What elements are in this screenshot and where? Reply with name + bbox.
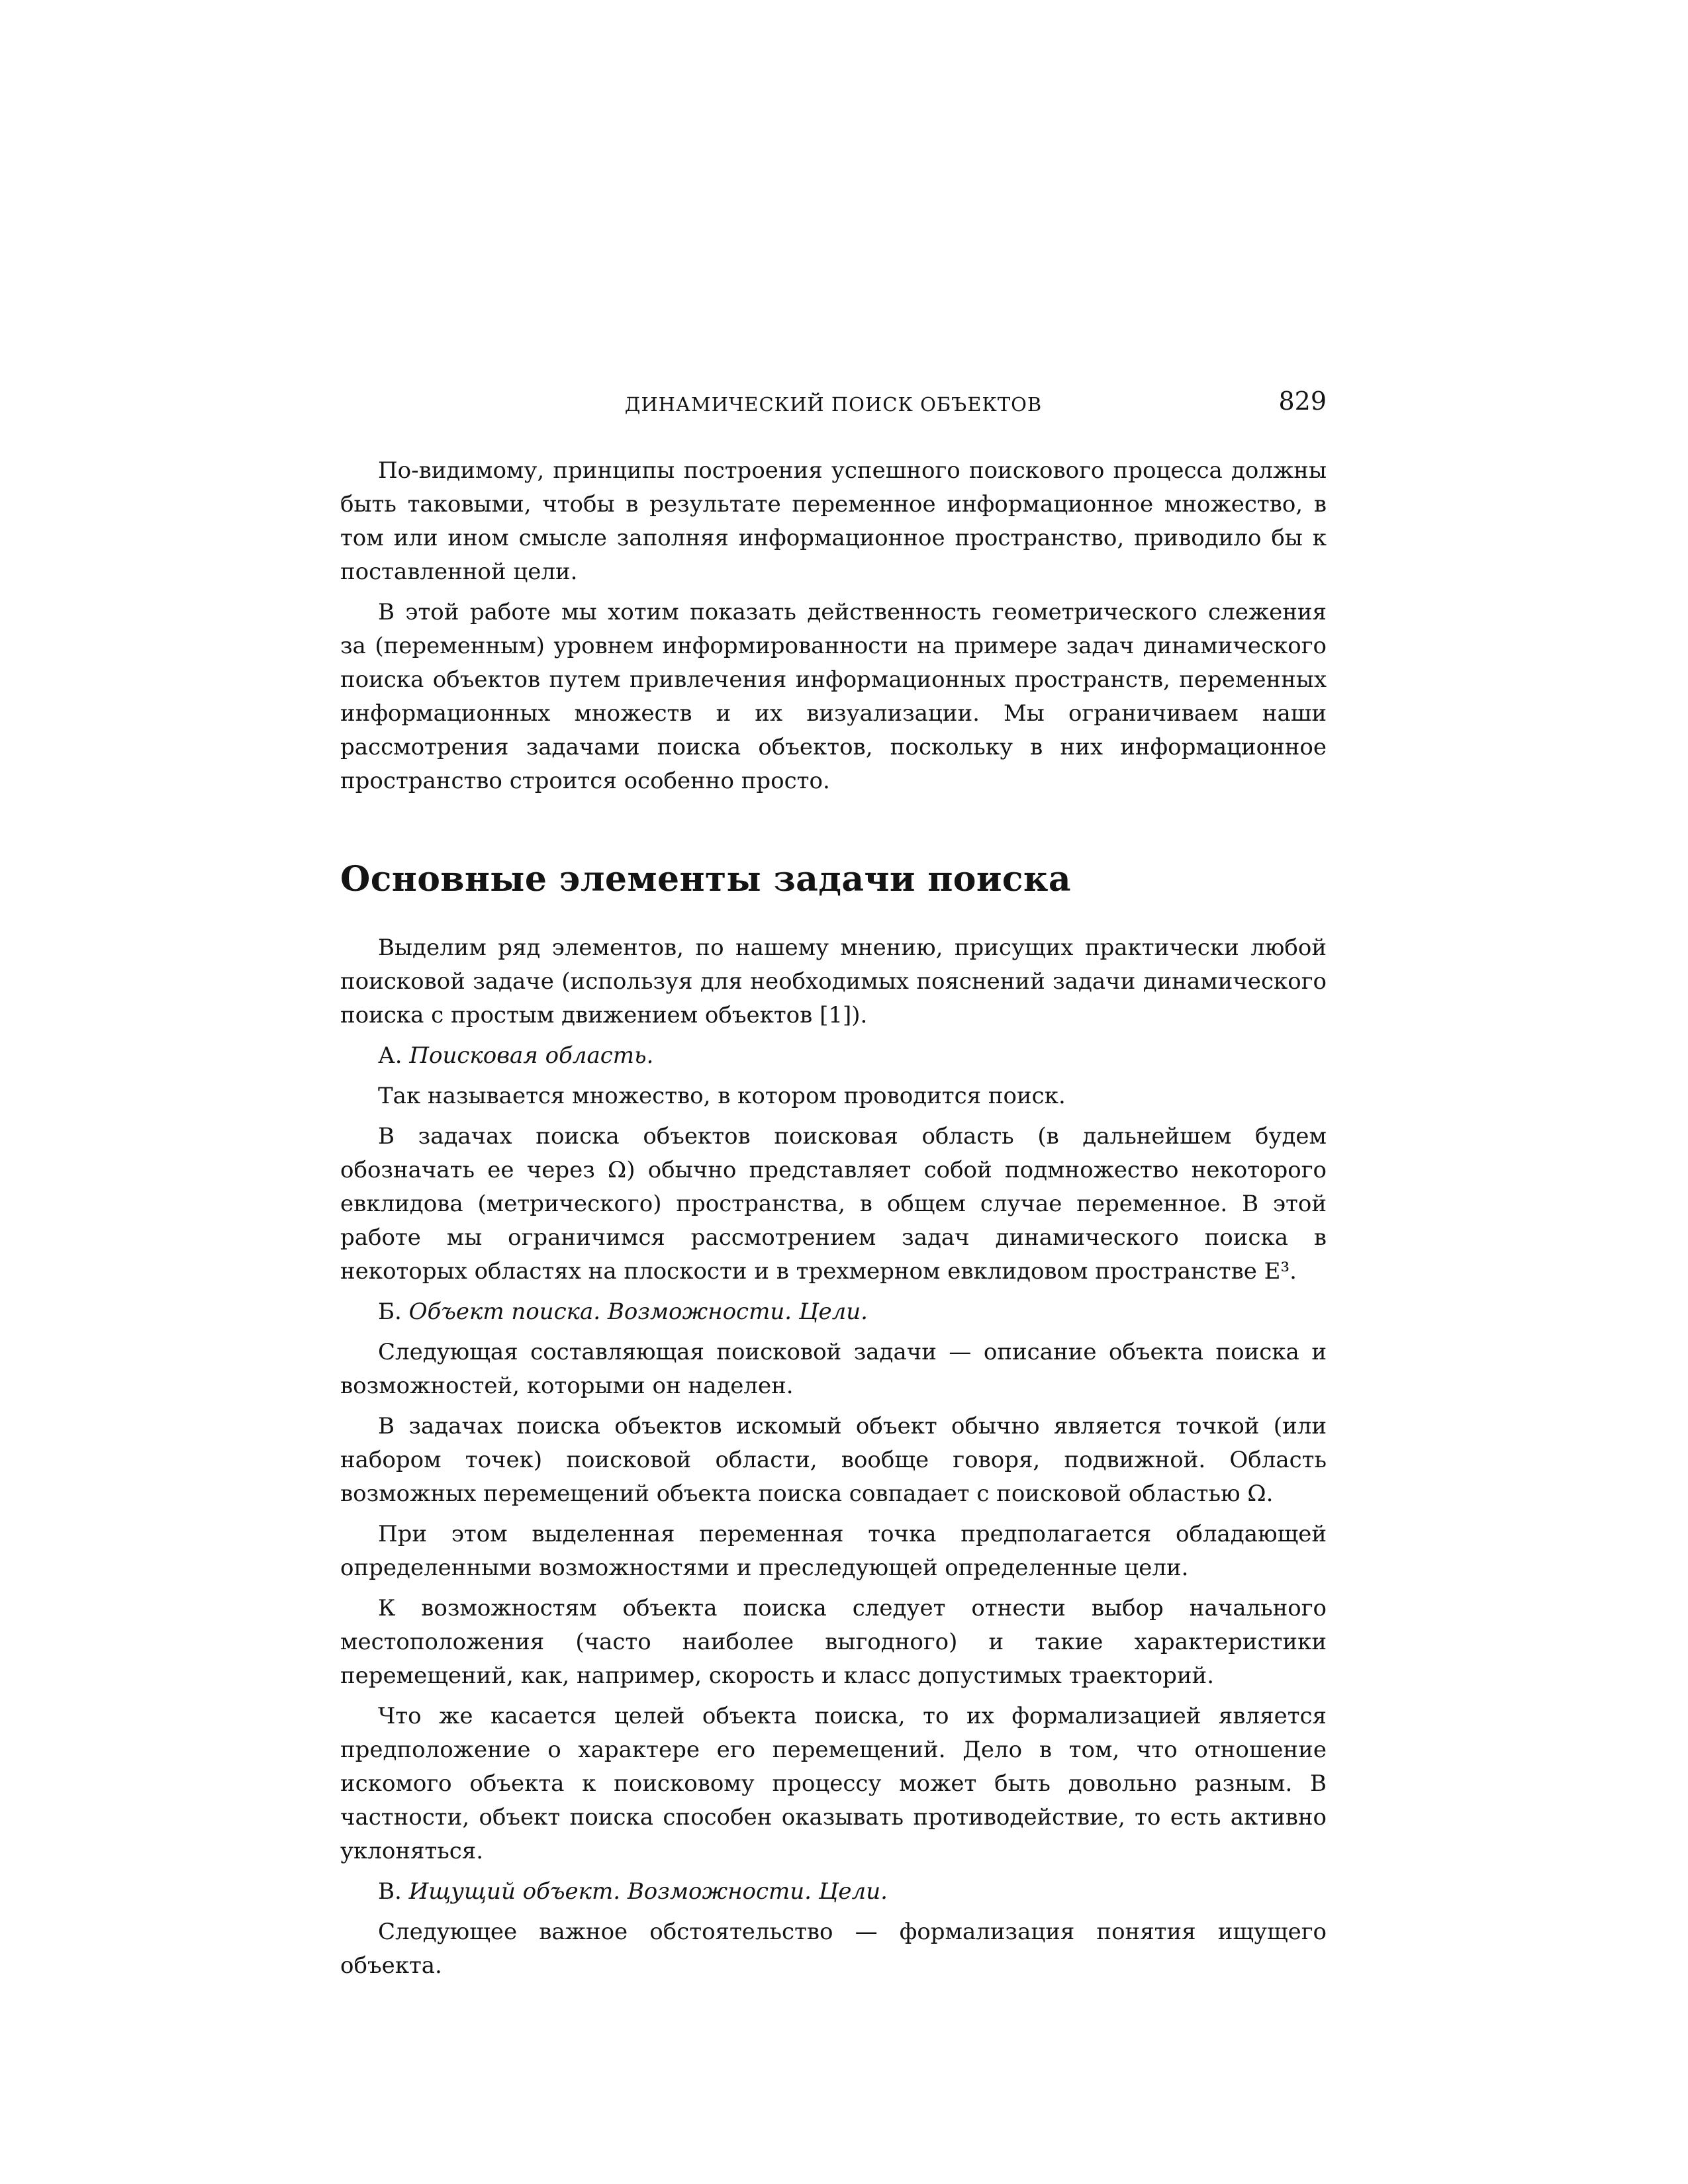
item-b-paragraph-1: Следующая составляющая поисковой задачи — описание объекта поиска и возможностей, которыми он наделен. xyxy=(340,1339,1327,1399)
item-b-paragraph-3: При этом выделенная переменная точка предполагается обладающей определенными возможностями и преследующей определенные цели. xyxy=(340,1521,1327,1581)
item-c-paragraph-1: Следующее важное обстоятельство — формализация понятия ищущего объекта. xyxy=(340,1919,1327,1979)
item-c-title: Ищущий объект. Возможности. Цели. xyxy=(408,1878,888,1905)
intro-paragraph-1: По-видимому, принципы построения успешного поискового процесса должны быть таковыми, чтобы в результате переменное информационное множество, в том или ином смысле заполняя информационное пространство, приводило бы к поставленной цели. xyxy=(340,457,1327,585)
item-b-paragraph-2: В задачах поиска объектов искомый объект обычно является точкой (или набором точек) поисковой области, вообще говоря, подвижной. Область возможных перемещений объекта поиска совпадает с поисковой областью Ω. xyxy=(340,1413,1327,1507)
item-b-heading xyxy=(340,1295,1327,1329)
intro-paragraph-2: В этой работе мы хотим показать действенность геометрического слежения за (переменным) уровнем информированности на примере задач динамического поиска объектов путем привлечения информационных пространств, переменных информационных множеств и их визуализации. Мы ограничиваем наши рассмотрения задачами поиска объектов, поскольку в них информационное пространство строится особенно просто. xyxy=(340,599,1327,794)
item-c-heading xyxy=(340,1875,1327,1909)
item-b-paragraph-4: К возможностям объекта поиска следует отнести выбор начального местоположения (часто наиболее выгодного) и такие характеристики перемещений, как, например, скорость и класс допустимых траекторий. xyxy=(340,1595,1327,1689)
running-title: ДИНАМИЧЕСКИЙ ПОИСК ОБЪЕКТОВ xyxy=(624,393,1043,416)
section-intro-paragraph: Выделим ряд элементов, по нашему мнению, присущих практически любой поисковой задаче (используя для необходимых пояснений задачи динамического поиска с простым движением объектов [1]). xyxy=(340,934,1327,1028)
item-a-label: А. xyxy=(378,1042,402,1069)
running-head xyxy=(340,384,1327,424)
item-b-title: Объект поиска. Возможности. Цели. xyxy=(408,1298,868,1325)
item-b-label: Б. xyxy=(378,1298,402,1325)
item-b-paragraph-5: Что же касается целей объекта поиска, то их формализацией является предположение о характере его перемещений. Дело в том, что отношение искомого объекта к поисковому процессу может быть довольно разным. В частности, объект поиска способен оказывать противодействие, то есть активно уклоняться. xyxy=(340,1703,1327,1864)
page-number: 829 xyxy=(1278,387,1327,416)
item-a-title: Поисковая область. xyxy=(409,1042,654,1069)
item-a-paragraph-1: Так называется множество, в котором проводится поиск. xyxy=(378,1083,1066,1109)
item-a-paragraph-2: В задачах поиска объектов поисковая область (в дальнейшем будем обозначать ее через Ω) обычно представляет собой подмножество некоторого евклидова (метрического) пространства, в общем случае переменное. В этой работе мы ограничимся рассмотрением задач динамического поиска в некоторых областях на плоскости и в трехмерном евклидовом пространстве E³. xyxy=(340,1123,1327,1285)
section-title: Основные элементы задачи поиска xyxy=(340,859,1071,899)
item-a-heading xyxy=(340,1039,1327,1073)
item-c-label: В. xyxy=(378,1878,402,1905)
page xyxy=(340,384,1327,1983)
